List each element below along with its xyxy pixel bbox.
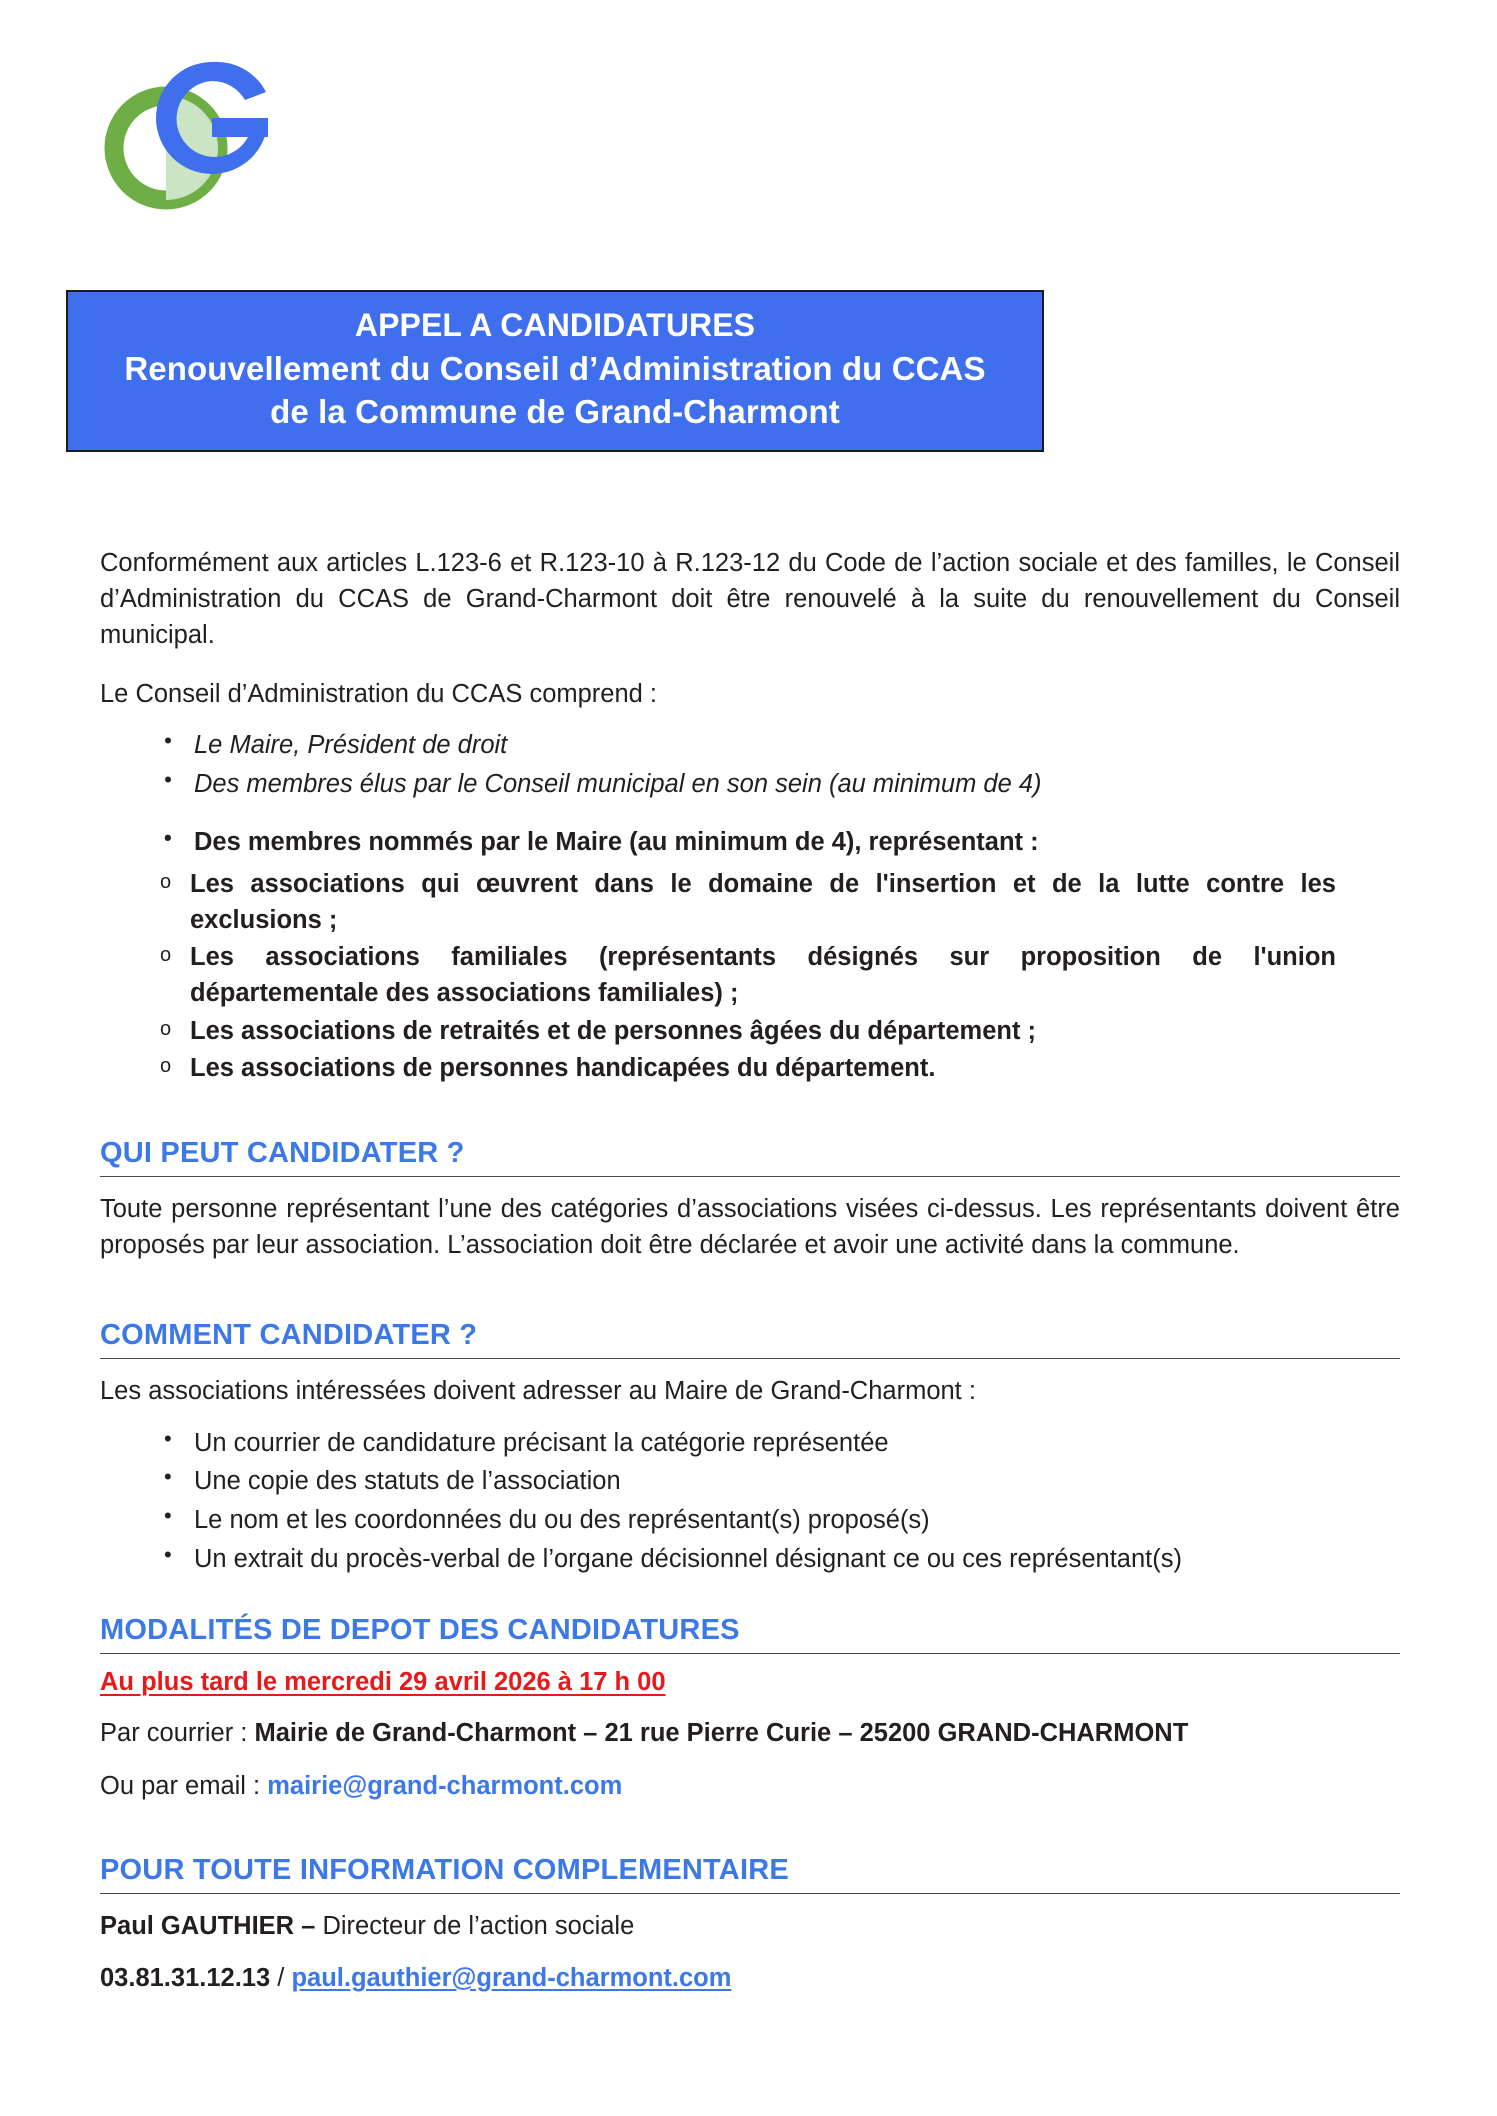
list-item: • Un extrait du procès-verbal de l’organe décisionnel désignant ce ou ces représentant(s) [158,1542,1388,1578]
intro-paragraph-2: Le Conseil d’Administration du CCAS comprend : [100,679,658,708]
logo-icon [100,52,275,217]
document-body [100,545,1400,2012]
section-heading-who: QUI PEUT CANDIDATER ? [100,1137,1400,1177]
nominated-members-list [100,825,1400,861]
list-item: o Les associations de retraités et de personnes âgées du département ; [156,1014,1336,1050]
contact-phone: 03.81.31.12.13 [100,1963,271,1992]
list-item: • Le Maire, Président de droit [158,728,1388,764]
nominated-members-label: • Des membres nommés par le Maire (au minimum de 4), représentant : [158,825,1388,861]
banner-title-line-3: de la Commune de Grand-Charmont [270,393,840,431]
section-heading-contact: POUR TOUTE INFORMATION COMPLEMENTAIRE [100,1854,1400,1894]
spacer [100,805,1400,825]
banner-title-line-1: APPEL A CANDIDATURES [354,307,756,343]
email-label: Ou par email : [100,1771,268,1800]
spacer [100,1580,1400,1614]
list-item: o Les associations familiales (représentants désignés sur proposition de l'union départementale des associations familiales) ; [156,940,1336,1011]
grand-charmont-logo [100,52,275,217]
email-address-mairie[interactable]: mairie@grand-charmont.com [267,1771,623,1800]
intro-paragraph-1: Conformément aux articles L.123-6 et R.123-10 à R.123-12 du Code de l’action sociale et des familles, le Conseil d’Administration du CCAS de Grand-Charmont doit être renouvelé à la suite du renouvellement du Conseil municipal. [100,549,1400,650]
banner-title-line-2: Renouvellement du Conseil d’Administration du CCAS [124,349,986,387]
list-item: • Un courrier de candidature précisant la catégorie représentée [158,1426,1388,1462]
contact-email-link[interactable]: paul.gauthier@grand-charmont.com [291,1963,732,1992]
postal-label: Par courrier : [100,1719,255,1748]
email-line [100,1768,1400,1804]
nominated-members-sublist [100,867,1400,1087]
deadline-text: Au plus tard le mercredi 29 avril 2026 à 17 h 00 [100,1668,666,1697]
how-list [100,1426,1400,1578]
postal-address: Mairie de Grand-Charmont – 21 rue Pierre Curie – 25200 GRAND-CHARMONT [254,1719,1189,1748]
title-banner [66,290,1044,452]
section-heading-how: COMMENT CANDIDATER ? [100,1319,1400,1359]
how-intro: Les associations intéressées doivent adresser au Maire de Grand-Charmont : [100,1377,976,1406]
list-item: • Des membres élus par le Conseil municipal en son sein (au minimum de 4) [158,767,1388,803]
spacer [100,1089,1400,1137]
list-item: • Le nom et les coordonnées du ou des représentant(s) proposé(s) [158,1503,1388,1539]
spacer [100,1285,1400,1319]
contact-person-role: Directeur de l’action sociale [322,1911,635,1940]
list-item: • Une copie des statuts de l’association [158,1464,1388,1500]
composition-list [100,728,1400,802]
deadline-wrapper [100,1668,1400,1715]
contact-details-line [100,1960,1400,1996]
list-item: o Les associations qui œuvrent dans le domaine de l'insertion et de la lutte contre les exclusions ; [156,867,1336,938]
contact-separator: / [270,1963,292,1992]
list-item: o Les associations de personnes handicapées du département. [156,1051,1336,1087]
spacer [100,1820,1400,1854]
section-heading-deposit: MODALITÉS DE DEPOT DES CANDIDATURES [100,1614,1400,1654]
contact-person-line [100,1908,1400,1944]
postal-line [100,1715,1400,1751]
who-body: Toute personne représentant l’une des catégories d’associations visées ci-dessus. Les représentants doivent être proposés par leur association. L’association doit être déclarée et avoir une activité dans la commune. [100,1195,1400,1260]
contact-person-name: Paul GAUTHIER – [100,1911,323,1940]
